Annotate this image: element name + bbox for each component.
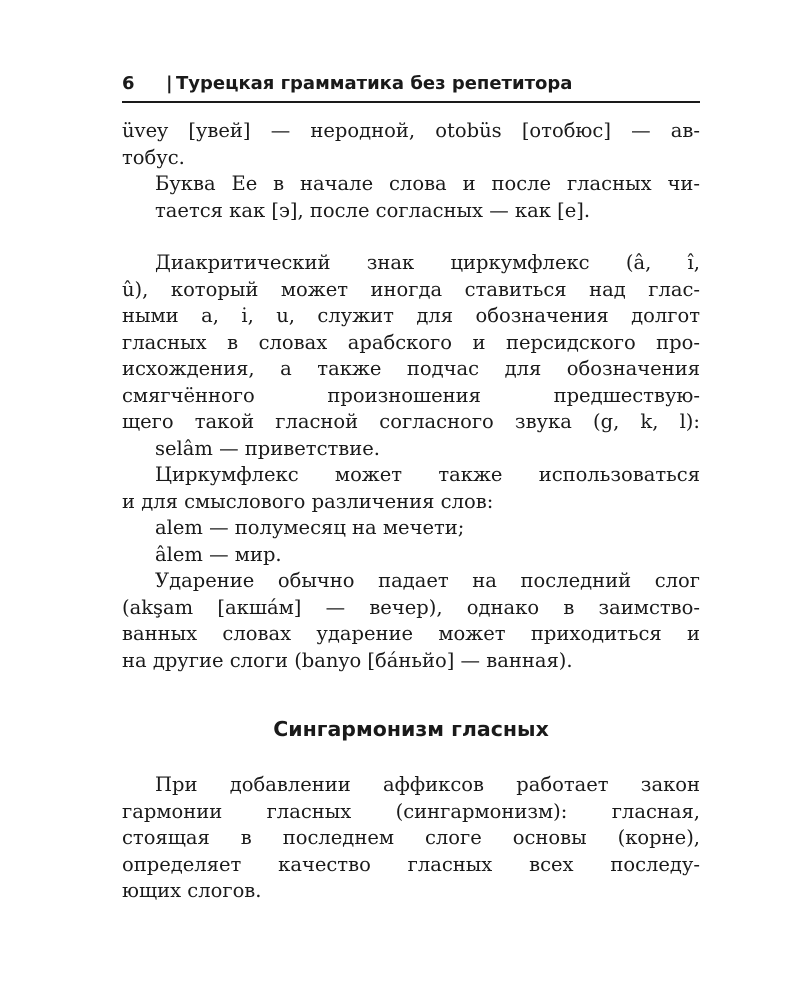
header-separator: | [166, 73, 173, 94]
text-line: ющих слогов. [122, 879, 262, 902]
text-line: üvey [увей] — неродной, otobüs [отобюс] — ав- [122, 119, 700, 142]
text-line: стоящая в последнем слоге основы (корне), [122, 826, 700, 849]
text-line: âlem — мир. [155, 542, 282, 566]
section-heading: Сингармонизм гласных [273, 717, 549, 741]
text-line: щего такой гласной согласного звука (g, k, l): [122, 410, 700, 433]
text-line: Ударение обычно падает на последний слог [155, 569, 700, 592]
text-line: (akşam [акшáм] — вечер), однако в заимство- [122, 595, 700, 619]
text-line: определяет качество гласных всех последу- [122, 852, 700, 876]
running-header [122, 72, 700, 96]
text-line: Циркумфлекс может также использоваться [155, 463, 700, 486]
page-number: 6 [122, 73, 135, 94]
text-line: и для смыслового различения слов: [122, 489, 494, 513]
text-line: гласных в словах арабского и персидского про- [122, 330, 700, 354]
paragraph-block-1 [122, 118, 700, 224]
text-line: гармонии гласных (сингармонизм): гласная, [122, 799, 700, 823]
text-line: û), который может иногда ставиться над глас- [122, 277, 700, 301]
text-line: ными a, i, u, служит для обозначения долгот [122, 304, 700, 327]
text-line: Буква Ее в начале слова и после гласных чи- [155, 172, 700, 195]
text-line: selâm — приветствие. [155, 436, 381, 460]
text-line: на другие слоги (banyo [бáньйо] — ванная). [122, 648, 573, 672]
text-line: ванных словах ударение может приходиться и [122, 622, 700, 645]
text-line: При добавлении аффиксов работает закон [155, 773, 700, 796]
paragraph-block-3 [122, 772, 700, 905]
text-line: исхождения, а также подчас для обозначения [122, 357, 700, 380]
header-rule [122, 101, 700, 103]
text-line: тобус. [122, 145, 185, 169]
text-line: смягчённого произношения предшествую- [122, 383, 700, 407]
text-line: Диакритический знак циркумфлекс (â, î, [155, 251, 700, 274]
text-line: тается как [э], после согласных — как [е]. [155, 198, 591, 222]
text-line: alem — полумесяц на мечети; [155, 516, 465, 539]
book-title: Турецкая грамматика без репетитора [176, 73, 573, 94]
paragraph-block-2 [122, 250, 700, 674]
